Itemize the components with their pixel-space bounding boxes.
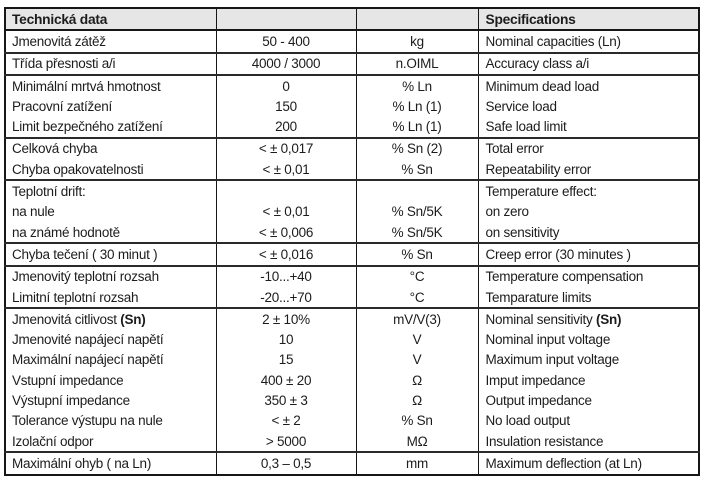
spec-label: Maximum deflection (at Ln) — [485, 455, 642, 471]
spec-label: No load output — [485, 413, 570, 429]
unit-cell: % Sn/5K — [356, 222, 478, 243]
czech-label-cell — [5, 30, 216, 52]
value-cell: 10 — [216, 329, 356, 349]
table-row — [5, 159, 699, 180]
spec-label: Accuracy class a/i — [485, 56, 590, 72]
unit-cell: mV/V(3) — [356, 308, 478, 329]
table-row — [5, 329, 699, 349]
spec-label-cell — [478, 329, 699, 349]
value-cell: 400 ± 20 — [216, 370, 356, 390]
czech-label: Maximální napájecí napětí — [12, 352, 164, 368]
unit-cell: Ω — [356, 370, 478, 390]
czech-label: Jmenovitý teplotní rozsah — [12, 269, 159, 285]
unit-cell: °C — [356, 266, 478, 287]
spec-label: Temparature limits — [485, 289, 592, 305]
table-row — [5, 96, 699, 116]
value-cell: < ± 0,016 — [216, 243, 356, 265]
spec-label-cell — [478, 138, 699, 159]
unit-cell: °C — [356, 287, 478, 308]
spec-label: Creep error (30 minutes ) — [485, 246, 631, 262]
spec-label-cell — [478, 53, 699, 75]
unit-cell: mm — [356, 452, 478, 474]
czech-label-bold: (Sn) — [120, 311, 146, 327]
spec-label-cell — [478, 75, 699, 96]
value-cell: 0,3 – 0,5 — [216, 452, 356, 474]
unit-cell: Ω — [356, 390, 478, 410]
spec-label-cell — [478, 266, 699, 287]
spec-label: Temperature compensation — [485, 269, 644, 285]
spec-label: on sensitivity — [485, 224, 560, 240]
spec-label-cell — [478, 96, 699, 116]
value-cell: 2 ± 10% — [216, 308, 356, 329]
value-cell: > 5000 — [216, 431, 356, 452]
unit-cell: % Ln — [356, 75, 478, 96]
czech-label-cell — [5, 53, 216, 75]
spec-label: Nominal sensitivity — [485, 311, 597, 327]
header-value-column — [216, 8, 356, 30]
spec-label: Temperature effect: — [485, 184, 597, 200]
table-row — [5, 431, 699, 452]
spec-label: Imput impedance — [485, 372, 586, 388]
header-czech-title: Technická data — [5, 8, 216, 30]
value-cell: -10...+40 — [216, 266, 356, 287]
czech-label: Jmenovitá citlivost — [12, 311, 121, 327]
unit-cell: % Sn (2) — [356, 138, 478, 159]
czech-label-cell — [5, 138, 216, 159]
czech-label-cell — [5, 329, 216, 349]
czech-label-cell — [5, 159, 216, 180]
spec-label-cell — [478, 159, 699, 180]
czech-label-cell — [5, 266, 216, 287]
spec-label-cell — [478, 411, 699, 431]
header-unit-column — [356, 8, 478, 30]
table-row — [5, 308, 699, 329]
table-row — [5, 370, 699, 390]
czech-label-cell — [5, 96, 216, 116]
value-cell: -20...+70 — [216, 287, 356, 308]
value-cell: < ± 0,017 — [216, 138, 356, 159]
unit-cell: % Ln (1) — [356, 96, 478, 116]
spec-label-cell — [478, 180, 699, 201]
spec-label-cell — [478, 243, 699, 265]
czech-label: Celková chyba — [12, 141, 98, 157]
table-body — [5, 30, 699, 474]
czech-label-cell — [5, 411, 216, 431]
table-row — [5, 350, 699, 370]
czech-label: Limit bezpečného zatížení — [12, 119, 163, 135]
spec-label-cell — [478, 390, 699, 410]
czech-label: Chyba opakovatelnosti — [12, 161, 144, 177]
czech-label-cell — [5, 243, 216, 265]
czech-label-cell — [5, 287, 216, 308]
spec-label-cell — [478, 308, 699, 329]
specifications-table — [4, 7, 700, 476]
table-row — [5, 411, 699, 431]
czech-label-cell — [5, 350, 216, 370]
value-cell: 350 ± 3 — [216, 390, 356, 410]
unit-cell: % Sn/5K — [356, 202, 478, 222]
czech-label-cell — [5, 180, 216, 201]
header-specifications-title: Specifications — [478, 8, 699, 30]
czech-label-cell — [5, 116, 216, 137]
value-cell: 200 — [216, 116, 356, 137]
unit-cell: V — [356, 329, 478, 349]
value-cell: 50 - 400 — [216, 30, 356, 52]
table-row — [5, 390, 699, 410]
spec-label-cell — [478, 370, 699, 390]
czech-label: Chyba tečení ( 30 minut ) — [12, 246, 158, 262]
czech-label-cell — [5, 75, 216, 96]
spec-label: Repeatability error — [485, 161, 592, 177]
spec-label-cell — [478, 287, 699, 308]
value-cell: 4000 / 3000 — [216, 53, 356, 75]
table-row — [5, 116, 699, 137]
spec-label-cell — [478, 350, 699, 370]
unit-cell: % Sn — [356, 159, 478, 180]
spec-label: Output impedance — [485, 392, 592, 408]
table-row — [5, 222, 699, 243]
spec-label: Service load — [485, 98, 557, 114]
spec-label: Safe load limit — [485, 119, 567, 135]
table-row — [5, 202, 699, 222]
table-row — [5, 266, 699, 287]
unit-cell: kg — [356, 30, 478, 52]
unit-cell — [356, 180, 478, 201]
czech-label: Vstupní impedance — [12, 372, 124, 388]
value-cell: 150 — [216, 96, 356, 116]
spec-label-bold: (Sn) — [596, 311, 622, 327]
table-row — [5, 75, 699, 96]
table-row — [5, 30, 699, 52]
czech-label-cell — [5, 222, 216, 243]
unit-cell: n.OIML — [356, 53, 478, 75]
spec-label: Total error — [485, 141, 544, 157]
spec-label-cell — [478, 116, 699, 137]
table-row — [5, 180, 699, 201]
czech-label: na nule — [12, 204, 55, 220]
table-row — [5, 287, 699, 308]
value-cell: < ± 0,006 — [216, 222, 356, 243]
table-row — [5, 53, 699, 75]
spec-label: Nominal capacities (Ln) — [485, 33, 621, 49]
spec-label-cell — [478, 222, 699, 243]
unit-cell: % Sn — [356, 411, 478, 431]
value-cell — [216, 180, 356, 201]
czech-label: Jmenovité napájecí napětí — [12, 332, 164, 348]
czech-label: Minimální mrtvá hmotnost — [12, 78, 161, 94]
czech-label: Izolační odpor — [12, 433, 94, 449]
value-cell: 0 — [216, 75, 356, 96]
czech-label: Pracovní zatížení — [12, 98, 113, 114]
czech-label: Výstupní impedance — [12, 392, 130, 408]
spec-label: Maximum input voltage — [485, 352, 620, 368]
czech-label-cell — [5, 308, 216, 329]
czech-label-cell — [5, 431, 216, 452]
table-row — [5, 243, 699, 265]
spec-label: Minimum dead load — [485, 78, 600, 94]
spec-label: on zero — [485, 204, 529, 220]
czech-label: Maximální ohyb ( na Ln) — [12, 455, 152, 471]
unit-cell: V — [356, 350, 478, 370]
czech-label: Tolerance výstupu na nule — [12, 413, 163, 429]
czech-label: Limitní teplotní rozsah — [12, 289, 139, 305]
czech-label-cell — [5, 390, 216, 410]
czech-label-cell — [5, 202, 216, 222]
table-header-row — [5, 8, 699, 30]
unit-cell: MΩ — [356, 431, 478, 452]
spec-label: Nominal input voltage — [485, 332, 611, 348]
czech-label: Třída přesnosti a/i — [12, 56, 116, 72]
unit-cell: % Ln (1) — [356, 116, 478, 137]
value-cell: < ± 0,01 — [216, 159, 356, 180]
spec-label-cell — [478, 30, 699, 52]
czech-label: na známé hodnotě — [12, 224, 120, 240]
table-row — [5, 452, 699, 474]
value-cell: 15 — [216, 350, 356, 370]
spec-label-cell — [478, 452, 699, 474]
unit-cell: % Sn — [356, 243, 478, 265]
table-row — [5, 138, 699, 159]
czech-label: Teplotní drift: — [12, 184, 86, 200]
value-cell: < ± 0,01 — [216, 202, 356, 222]
spec-label-cell — [478, 431, 699, 452]
czech-label: Jmenovitá zátěž — [12, 33, 106, 49]
value-cell: < ± 2 — [216, 411, 356, 431]
spec-label: Insulation resistance — [485, 433, 604, 449]
czech-label-cell — [5, 370, 216, 390]
spec-label-cell — [478, 202, 699, 222]
czech-label-cell — [5, 452, 216, 474]
